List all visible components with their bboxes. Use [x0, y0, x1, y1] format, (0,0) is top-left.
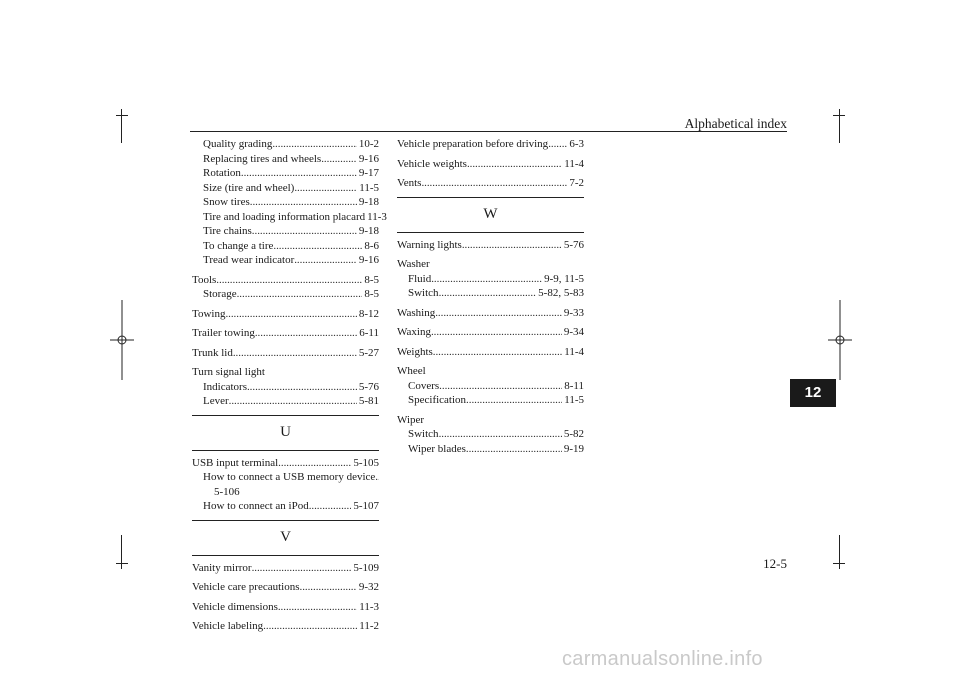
- index-subentry[interactable]: How to connect an iPod . . . 5-107: [192, 499, 379, 514]
- index-subentry[interactable]: Tire chains . . . 9-18: [192, 224, 379, 239]
- index-subentry[interactable]: Switch . . . 5-82, 5-83: [397, 286, 584, 301]
- header-rule: [190, 131, 787, 132]
- index-column-left: [192, 137, 387, 634]
- index-entry-trailer-towing: [192, 326, 379, 341]
- index-entry[interactable]: USB input terminal . . . 5-105: [192, 456, 379, 471]
- index-entry-vehicle-dimensions: [192, 600, 379, 615]
- index-subentry[interactable]: Replacing tires and wheels . . . 9-16: [192, 152, 379, 167]
- index-entry[interactable]: Waxing . . . 9-34: [397, 325, 584, 340]
- tire-subentries: [192, 137, 387, 268]
- index-entry[interactable]: Vehicle labeling . . . 11-2: [192, 619, 379, 634]
- index-entry-usb: [192, 456, 379, 514]
- index-column-right: [397, 137, 584, 456]
- index-entry-vehicle-preparation: [397, 137, 584, 152]
- page-number: 12-5: [763, 556, 787, 571]
- index-entry-heading: Washer: [397, 258, 430, 270]
- index-subentry[interactable]: Rotation . . . 9-17: [192, 166, 379, 181]
- index-subentry[interactable]: Fluid . . . 9-9, 11-5: [397, 272, 584, 287]
- section-letter-w: W: [397, 197, 584, 233]
- index-subentry[interactable]: How to connect a USB memory device . . .: [192, 470, 379, 485]
- index-entry-weights: [397, 345, 584, 360]
- index-entry[interactable]: Washing . . . 9-33: [397, 306, 584, 321]
- index-entry-wheel: [397, 364, 584, 408]
- index-subentry[interactable]: Switch . . . 5-82: [397, 427, 584, 442]
- index-entry-vehicle-labeling: [192, 619, 379, 634]
- index-entry-heading: Turn signal light: [192, 366, 265, 378]
- index-subentry[interactable]: Wiper blades . . . 9-19: [397, 442, 584, 457]
- index-subentry[interactable]: Storage . . . 8-5: [192, 287, 379, 302]
- index-entry-warning-lights: [397, 238, 584, 253]
- chapter-tab: 12: [790, 379, 836, 407]
- index-entry[interactable]: Vanity mirror . . . 5-109: [192, 561, 379, 576]
- index-entry-wiper: [397, 413, 584, 457]
- index-entry[interactable]: Weights . . . 11-4: [397, 345, 584, 360]
- index-entry-heading: Wiper: [397, 413, 425, 426]
- index-subentry-page[interactable]: 5-106: [214, 485, 240, 498]
- index-subentry[interactable]: Lever . . . 5-81: [192, 394, 379, 409]
- index-entry-tools: [192, 273, 379, 302]
- index-subentry[interactable]: Tread wear indicator . . . 9-16: [192, 253, 379, 268]
- section-letter-v: V: [192, 520, 379, 556]
- index-entry[interactable]: Tools . . . 8-5: [192, 273, 379, 288]
- index-subentry[interactable]: To change a tire . . . 8-6: [192, 239, 379, 254]
- registration-mark-right-icon: [828, 300, 852, 380]
- index-subentry[interactable]: Tire and loading information placard 11-3: [203, 210, 387, 223]
- index-entry[interactable]: Vehicle dimensions . . . 11-3: [192, 600, 379, 615]
- index-subentry[interactable]: Size (tire and wheel) . . . 11-5: [192, 181, 379, 196]
- index-entry-towing: [192, 307, 379, 322]
- index-entry[interactable]: Towing . . . 8-12: [192, 307, 379, 322]
- index-subentry[interactable]: Quality grading . . . 10-2: [192, 137, 379, 152]
- index-entry-trunk-lid: [192, 346, 379, 361]
- index-entry-washer: [397, 257, 584, 301]
- index-subentry[interactable]: Snow tires . . . 9-18: [192, 195, 379, 210]
- section-letter-u: U: [192, 415, 379, 451]
- index-entry[interactable]: Vehicle care precautions . . . 9-32: [192, 580, 379, 595]
- index-entry-waxing: [397, 325, 584, 340]
- index-entry[interactable]: Warning lights . . . 5-76: [397, 238, 584, 253]
- index-entry-turn-signal: [192, 365, 379, 409]
- header-title: Alphabetical index: [684, 116, 787, 131]
- watermark: carmanualsonline.info: [562, 648, 763, 670]
- index-entry[interactable]: Trunk lid . . . 5-27: [192, 346, 379, 361]
- index-entry-vanity-mirror: [192, 561, 379, 576]
- index-entry[interactable]: Vehicle weights . . . 11-4: [397, 157, 584, 172]
- index-entry-washing: [397, 306, 584, 321]
- index-entry[interactable]: Vehicle preparation before driving . . . 6-3: [397, 137, 584, 152]
- index-entry-vehicle-weights: [397, 157, 584, 172]
- index-subentry[interactable]: Indicators . . . 5-76: [192, 380, 379, 395]
- index-entry[interactable]: Trailer towing . . . 6-11: [192, 326, 379, 341]
- registration-mark-left-icon: [110, 300, 134, 380]
- index-entry-heading: Wheel: [397, 365, 426, 377]
- index-entry[interactable]: Vents . . . 7-2: [397, 176, 584, 191]
- index-subentry[interactable]: Covers . . . 8-11: [397, 379, 584, 394]
- index-entry-vents: [397, 176, 584, 191]
- index-subentry[interactable]: Specification . . . 11-5: [397, 393, 584, 408]
- index-entry-vehicle-care: [192, 580, 379, 595]
